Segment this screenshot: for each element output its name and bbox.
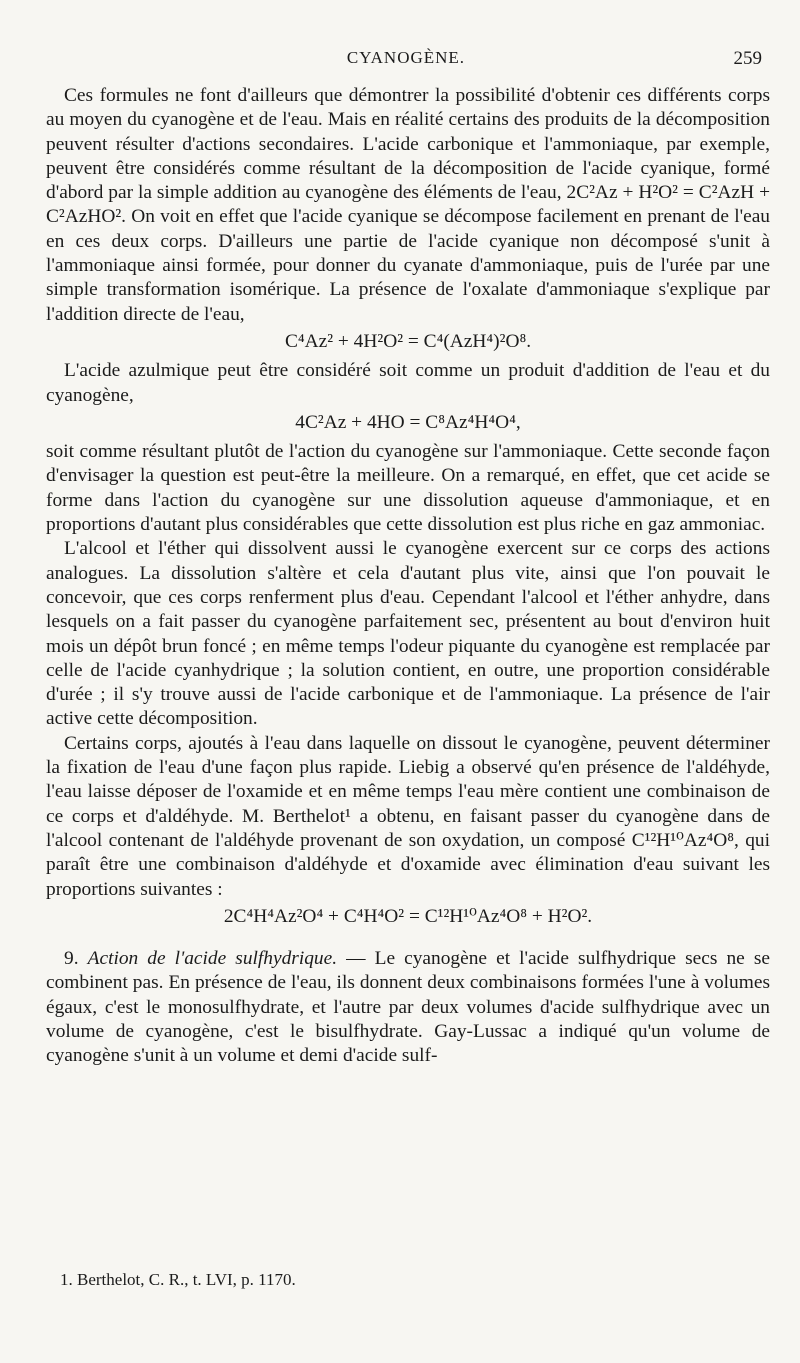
paragraph-1: Ces formules ne font d'ailleurs que démontrer la possibilité d'obtenir ces différents corps au moyen du cyanogène et de l'eau. Mais en réalité certains des produits de la décomposition peuvent résulter d'actions secondaires. L'acide carbonique et l'ammoniaque, par exemple, peuvent être considérés comme résultant de la décomposition de l'acide cyanique, formé d'abord par la simple addition au cyanogène des éléments de l'eau, 2C²Az + H²O² = C²AzH + C²AzHO². On voit en effet que l'acide cyanique se décompose facilement en prenant de l'eau en ces deux corps. D'ailleurs une partie de l'acide cyanique non décomposé s'unit à l'ammoniaque ainsi formée, pour donner du cyanate d'ammoniaque, puis de l'urée par une simple transformation isomérique. La présence de l'oxalate d'ammoniaque s'explique par l'addition directe de l'eau,	[46, 85, 770, 325]
paragraph-3: soit comme résultant plutôt de l'action du cyanogène sur l'ammoniaque. Cette seconde façon d'envisager la question est peut-être la meilleure. On a remarqué, en effet, que cet acide se forme dans l'action du cyanogène sur une dissolution aqueuse d'ammoniaque, et en proportions d'autant plus considérables que cette dissolution est plus riche en gaz ammoniac.	[46, 441, 770, 536]
section-9-paragraph	[46, 947, 770, 1068]
paragraph-5: Certains corps, ajoutés à l'eau dans laquelle on dissout le cyanogène, peuvent déterminer la fixation de l'eau d'une façon plus rapide. Liebig a observé qu'en présence de l'aldéhyde, l'eau laisse déposer de l'oxamide et en même temps l'eau mère contient une combinaison de ce corps et d'aldéhyde. M. Berthelot¹ a obtenu, en faisant passer du cyanogène dans de l'alcool contenant de l'aldéhyde provenant de son oxydation, un composé C¹²H¹⁰Az⁴O⁸, qui paraît être une combinaison d'aldéhyde et d'oxamide avec élimination d'eau suivant les proportions suivantes :	[46, 732, 770, 900]
paragraph-2: L'acide azulmique peut être considéré soit comme un produit d'addition de l'eau et du cyanogène,	[46, 360, 770, 406]
section-text: — Le cyanogène et l'acide sulfhydrique secs ne se combinent pas. En présence de l'eau, ils donnent deux combinaisons formées l'une à volumes égaux, c'est le monosulfhydrate, et l'autre par deux volumes d'acide sulfhydrique avec un volume de cyanogène, c'est le bisulfhydrate. Gay-Lussac a indiqué qu'un volume de cyanogène s'unit à un volume et demi d'acide sulf-	[46, 948, 771, 1067]
paragraph-4: L'alcool et l'éther qui dissolvent aussi le cyanogène exercent sur ce corps des actions analogues. La dissolution s'altère et cela d'autant plus vite, ainsi que l'on pouvait le concevoir, que ces corps renferment plus d'eau. Cependant l'alcool et l'éther anhydre, dans lesquels on a fait passer du cyanogène parfaitement sec, présentent au bout d'environ huit mois un dépôt brun foncé ; en même temps l'odeur piquante du cyanogène est remplacée par celle de l'acide cyanhydrique ; la solution contient, en outre, une proportion considérable d'urée ; il s'y trouve aussi de l'acide carbonique et de l'ammoniaque. La présence de l'air active cette décomposition.	[46, 538, 770, 730]
running-title: CYANOGÈNE.	[346, 48, 466, 67]
section-number: 9.	[64, 948, 79, 970]
section-title: Action de l'acide sulfhydrique.	[87, 948, 338, 970]
formula-3: 2C⁴H⁴Az²O⁴ + C⁴H⁴O² = C¹²H¹⁰Az⁴O⁸ + H²O².	[223, 905, 593, 927]
formula-1: C⁴Az² + 4H²O² = C⁴(AzH⁴)²O⁸.	[284, 330, 532, 352]
body-text	[46, 84, 770, 1069]
running-head	[46, 48, 766, 74]
footnote: 1. Berthelot, C. R., t. LVI, p. 1170.	[60, 1270, 296, 1289]
page-number: 259	[733, 48, 762, 69]
formula-2: 4C²Az + 4HO = C⁸Az⁴H⁴O⁴,	[295, 411, 521, 433]
